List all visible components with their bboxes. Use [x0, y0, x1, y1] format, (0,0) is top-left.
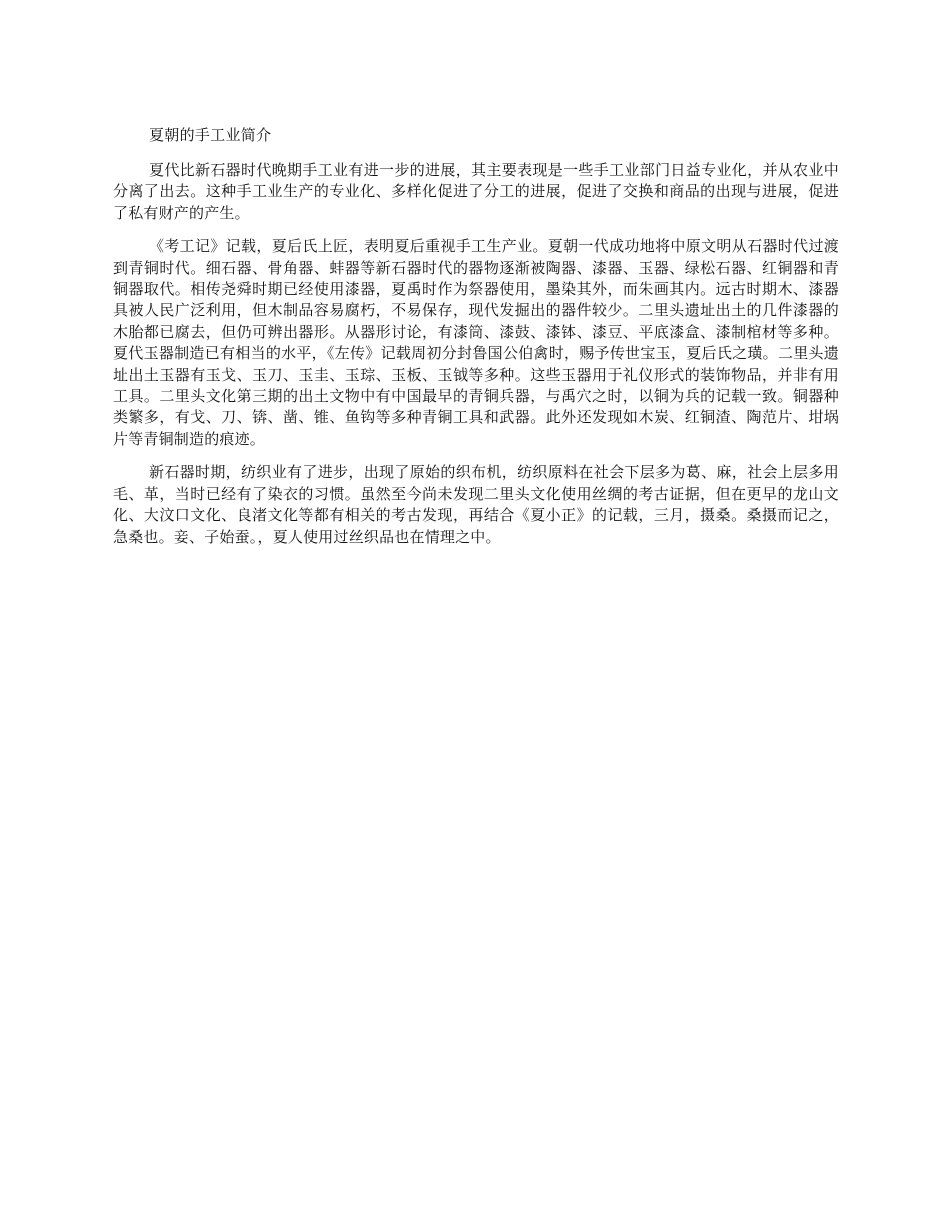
paragraph-kaogongji: 《考工记》记载，夏后氏上匠，表明夏后重视手工生产业。夏朝一代成功地将中原文明从石器时代过渡到青铜时代。细石器、骨角器、蚌器等新石器时代的器物逐渐被陶器、漆器、玉器、绿松石器、红铜器和青铜器取代。相传尧舜时期已经使用漆器，夏禹时作为祭器使用，墨染其外，而朱画其内。远古时期木、漆器具被人民广泛利用，但木制品容易腐朽，不易保存，现代发掘出的器件较少。二里头遗址出土的几件漆器的木胎都已腐去，但仍可辨出器形。从器形讨论，有漆筒、漆鼓、漆钵、漆豆、平底漆盒、漆制棺材等多种。夏代玉器制造已有相当的水平，《左传》记载周初分封鲁国公伯禽时，赐予传世宝玉，夏后氏之璜。二里头遗址出土玉器有玉戈、玉刀、玉圭、玉琮、玉板、玉钺等多种。这些玉器用于礼仪形式的装饰物品，并非有用工具。二里头文化第三期的出土文物中有中国最早的青铜兵器，与禹穴之时，以铜为兵的记载一致。铜器种类繁多，有戈、刀、锛、凿、锥、鱼钩等多种青铜工具和武器。此外还发现如木炭、红铜渣、陶范片、坩埚片等青铜制造的痕迹。 [113, 237, 839, 448]
paragraph-intro: 夏代比新石器时代晚期手工业有进一步的进展，其主要表现是一些手工业部门日益专业化，并从农业中分离了出去。这种手工业生产的专业化、多样化促进了分工的进展，促进了交换和商品的出现与进展，促进了私有财产的产生。 [113, 161, 839, 222]
document-title: 夏朝的手工业简介 [149, 126, 272, 144]
paragraph-textiles: 新石器时期，纺织业有了进步，出现了原始的织布机，纺织原料在社会下层多为葛、麻，社会上层多用毛、革，当时已经有了染衣的习惯。虽然至今尚未发现二里头文化使用丝绸的考古证据，但在更早的龙山文化、大汶口文化、良渚文化等都有相关的考古发现，再结合《夏小正》的记载，三月，摄桑。桑摄而记之，急桑也。妾、子始蚕。，夏人使用过丝织品也在情理之中。 [113, 463, 839, 546]
document-page [113, 124, 839, 560]
